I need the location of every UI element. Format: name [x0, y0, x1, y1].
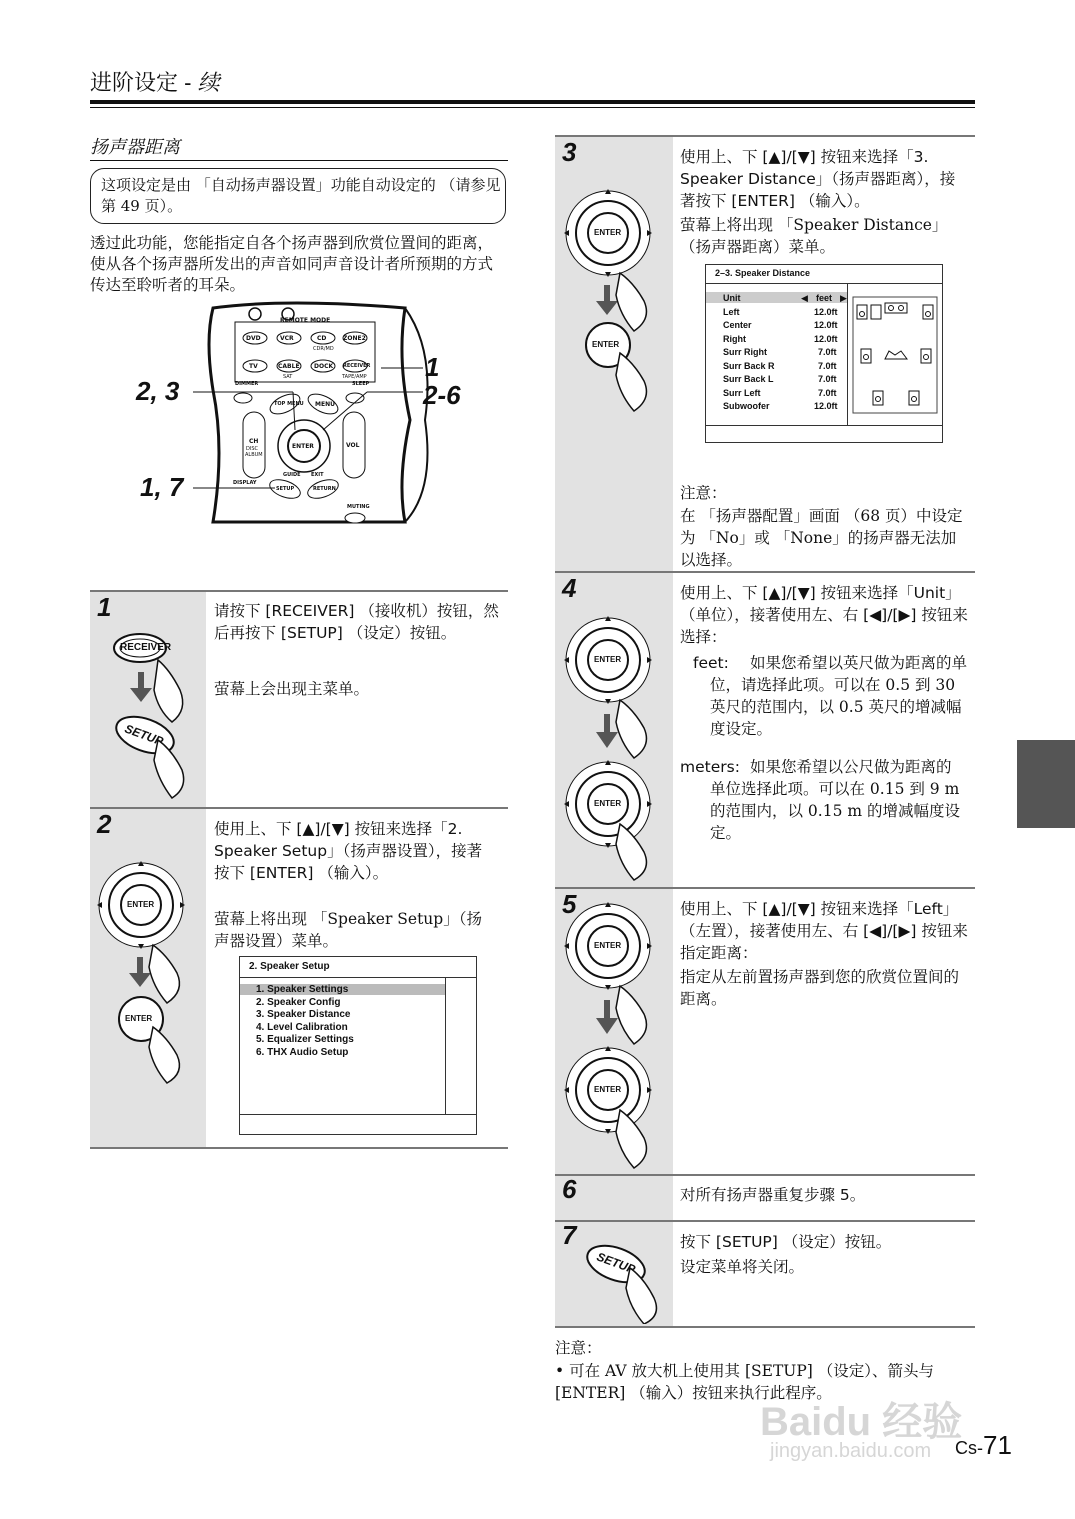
bullet-icon: •	[555, 1362, 570, 1380]
header-title: 进阶设定 -	[90, 70, 198, 95]
distance-row-label[interactable]: Surr Back L	[723, 374, 774, 384]
step-4-buttons	[560, 612, 672, 882]
muting-label: MUTING	[347, 504, 370, 510]
step-divider	[555, 1326, 975, 1328]
enter-dial-label: ENTER	[594, 228, 622, 237]
meters-label: meters:	[680, 758, 740, 776]
step-3-subtext: 萤幕上将出现 「Speaker Distance」（扬声器距离）菜单。	[680, 216, 948, 256]
remote-label-1: 1	[425, 352, 440, 382]
section-rule	[90, 160, 508, 161]
zone2-button[interactable]: ZONE2	[343, 335, 366, 342]
step-1-text: 请按下 [RECEIVER] （接收机）按钮，然后再按下 [SETUP] （设定）按钮。	[214, 602, 499, 642]
screen-split	[847, 283, 848, 425]
step-6-text: 对所有扬声器重复步骤 5。	[680, 1186, 866, 1204]
step-divider	[90, 1147, 508, 1149]
intro-paragraph: 透过此功能，您能指定自各个扬声器到欣赏位置间的距离，使从各个扬声器所发出的声音如同声音设计者所预期的方式传达至聆听者的耳朵。	[90, 234, 494, 294]
remote-label-2-3: 2, 3	[136, 376, 180, 406]
album-label: ALBUM	[245, 452, 263, 458]
distance-row-label[interactable]: Right	[723, 333, 746, 344]
dimmer-label: DIMMER	[235, 381, 259, 387]
vcr-button[interactable]: VCR	[280, 335, 294, 342]
screen-title: 2–3. Speaker Distance	[715, 268, 811, 278]
step-4-number: 4	[562, 573, 577, 603]
step-1-number: 1	[97, 592, 112, 622]
cdr-md-label: CDR/MD	[313, 346, 334, 352]
step-2-text: 使用上、下 [▲]/[▼] 按钮来选择「2. Speaker Setup」（扬声器设置），接著按下 [ENTER] （输入）。	[214, 820, 483, 882]
vol-label: VOL	[346, 442, 360, 449]
feet-label: feet:	[693, 654, 729, 672]
distance-row-label[interactable]: Surr Left	[723, 387, 761, 398]
menu-button[interactable]: MENU	[315, 401, 335, 408]
distance-row-label[interactable]: Subwoofer	[723, 401, 770, 411]
enter-dial-label: ENTER	[594, 799, 622, 808]
ch-label: CH	[249, 438, 259, 445]
distance-row-label[interactable]: Surr Right	[723, 347, 767, 357]
speaker-distance-screen	[705, 264, 943, 443]
exit-label: EXIT	[311, 472, 324, 478]
enter-button-label: ENTER	[592, 340, 620, 349]
sat-label: SAT	[283, 374, 293, 380]
step-2-number: 2	[97, 809, 112, 839]
distance-row-value: 7.0ft	[818, 387, 837, 398]
distance-row-value: 7.0ft	[818, 347, 837, 357]
step-5-subtext: 指定从左前置扬声器到您的欣赏位置间的距离。	[680, 968, 960, 1008]
distance-row-label[interactable]: Left	[723, 306, 740, 317]
enter-dial-icon	[560, 185, 672, 415]
press-button-icon	[110, 630, 210, 800]
step-3-note: 在 「扬声器配置」画面 （68 页）中设定为 「No」或 「None」的扬声器无法加以选择。	[680, 507, 963, 569]
setup-button[interactable]: SETUP	[276, 486, 295, 492]
menu-item-speaker-config[interactable]: 2. Speaker Config	[256, 996, 341, 1008]
page-header	[90, 66, 220, 97]
enter-dial-label: ENTER	[594, 655, 622, 664]
cable-button[interactable]: CABLE	[278, 363, 300, 370]
step-6-number: 6	[562, 1174, 577, 1204]
screen-title: 2. Speaker Setup	[249, 961, 330, 972]
footer-note-title: 注意：	[555, 1339, 602, 1357]
chapter-tab	[1017, 740, 1075, 828]
distance-row-value: 12.0ft	[814, 333, 838, 344]
menu-item-level-calibration[interactable]: 4. Level Calibration	[256, 1021, 348, 1033]
section-title: 扬声器距离	[90, 137, 180, 158]
distance-row-value: 12.0ft	[814, 401, 838, 411]
left-arrow-icon[interactable]: ◀	[801, 293, 808, 303]
step-5-text: 使用上、下 [▲]/[▼] 按钮来选择「Left」（左置），接著使用左、右 [◀]/[▶] 按钮来指定距离：	[680, 900, 968, 962]
distance-row-label[interactable]: Surr Back R	[723, 360, 775, 371]
enter-button-label: ENTER	[125, 1014, 153, 1023]
step-7-text: 按下 [SETUP] （设定）按钮。	[680, 1233, 892, 1251]
speaker-layout-diagram-icon	[851, 293, 939, 415]
sleep-label: SLEEP	[352, 381, 370, 387]
step-3-text: 使用上、下 [▲]/[▼] 按钮来选择「3. Speaker Distance」（扬声器距离），接著按下 [ENTER] （输入）。	[680, 148, 956, 210]
speaker-setup-screen	[239, 956, 477, 1135]
remote-control-icon	[135, 300, 475, 530]
feet-description	[710, 652, 975, 740]
dock-button[interactable]: DOCK	[314, 363, 334, 370]
screen-scroll-divider	[445, 978, 446, 1114]
page-prefix: Cs-	[955, 1438, 983, 1458]
enter-dial-icon	[95, 855, 205, 1085]
meters-description	[710, 756, 965, 844]
step-2-buttons	[95, 855, 205, 1085]
screen-divider	[240, 977, 476, 978]
receiver-icon-label: RECEIVER	[120, 642, 172, 653]
step-3-buttons	[560, 185, 672, 415]
step-3-note-title: 注意：	[680, 484, 727, 502]
tape-amp-label: TAPE/AMP	[342, 374, 367, 380]
menu-item-equalizer-settings[interactable]: 5. Equalizer Settings	[256, 1034, 354, 1045]
step-1-subtext: 萤幕上会出现主菜单。	[214, 680, 370, 698]
cd-button[interactable]: CD	[317, 335, 327, 342]
step-7-button	[582, 1228, 672, 1324]
dvd-button[interactable]: DVD	[246, 335, 261, 342]
header-rule	[90, 100, 975, 104]
distance-row-unit-label[interactable]: Unit	[723, 293, 741, 303]
remote-label-1-7: 1, 7	[140, 472, 184, 502]
remote-enter-button[interactable]: ENTER	[292, 443, 314, 450]
baidu-watermark: Baidu 经验	[760, 1400, 963, 1444]
screen-footer-divider	[706, 425, 942, 426]
step-5-number: 5	[562, 889, 577, 919]
enter-dial-label: ENTER	[594, 941, 622, 950]
return-button[interactable]: RETURN	[313, 486, 336, 492]
distance-row-value: 7.0ft	[818, 374, 837, 384]
step-3-number: 3	[562, 137, 577, 167]
top-menu-button[interactable]: TOP MENU	[274, 401, 304, 407]
setup-icon-label: SETUP	[594, 1249, 638, 1277]
distance-row-value: 12.0ft	[814, 320, 838, 330]
remote-illustration	[135, 300, 475, 530]
step-2-subtext: 萤幕上将出现 「Speaker Setup」（扬声器设置）菜单。	[214, 910, 482, 950]
screen-divider	[706, 283, 942, 284]
header-title-continued: 续	[197, 70, 220, 95]
remote-label-2-6: 2-6	[423, 380, 461, 410]
feet-text: 如果您希望以英尺做为距离的单位，请选择此项。可以在 0.5 到 30 英尺的范围内，以 0.5 英尺的增减幅度设定。	[710, 654, 968, 738]
footer-note-bullet: 可在 AV 放大机上使用其 [SETUP] （设定）、箭头与 [ENTER] （输入）按钮来执行此程序。	[555, 1362, 935, 1402]
header-rule-thin	[90, 107, 975, 108]
setup-button-icon	[582, 1228, 672, 1324]
page-num: 71	[983, 1430, 1012, 1460]
step-1-buttons	[110, 630, 210, 800]
right-arrow-icon[interactable]: ▶	[840, 293, 847, 303]
menu-item-thx-audio-setup[interactable]: 6. THX Audio Setup	[256, 1046, 349, 1058]
baidu-watermark-url: jingyan.baidu.com	[770, 1440, 932, 1462]
enter-dial-label: ENTER	[594, 1085, 622, 1094]
distance-row-unit-value[interactable]: feet	[816, 293, 833, 303]
enter-dial-label: ENTER	[127, 900, 155, 909]
screen-footer-divider	[240, 1114, 476, 1115]
receiver-button[interactable]: RECEIVER	[343, 363, 371, 369]
step-4-text: 使用上、下 [▲]/[▼] 按钮来选择「Unit」（单位），接著使用左、右 [◀]/[▶] 按钮来选择：	[680, 584, 968, 646]
auto-setup-note-box	[90, 168, 506, 224]
step-5-buttons	[560, 898, 672, 1172]
step-7-subtext: 设定菜单将关闭。	[680, 1258, 805, 1276]
menu-item-speaker-distance[interactable]: 3. Speaker Distance	[256, 1009, 351, 1020]
setup-icon-label: SETUP	[122, 721, 166, 749]
enter-dial-icon	[560, 612, 672, 882]
note-box-text: 这项设定是由 「自动扬声器设置」功能自动设定的 （请参见第 49 页）。	[101, 176, 501, 215]
step-7-number: 7	[562, 1220, 577, 1250]
distance-row-value: 12.0ft	[814, 306, 838, 317]
disc-label: DISC	[246, 446, 258, 452]
remote-mode-label: REMOTE MODE	[280, 317, 331, 324]
meters-text: 如果您希望以公尺做为距离的单位选择此项。可以在 0.15 到 9 m 的范围内，以 0.15 m 的增减幅度设定。	[710, 758, 960, 842]
menu-item-speaker-settings[interactable]: 1. Speaker Settings	[256, 984, 349, 995]
distance-row-value: 7.0ft	[818, 360, 837, 371]
display-label: DISPLAY	[233, 480, 257, 486]
page-number	[955, 1430, 1012, 1461]
tv-button[interactable]: TV	[249, 363, 258, 370]
enter-dial-icon	[560, 898, 672, 1172]
guide-label: GUIDE	[283, 472, 301, 478]
distance-row-label[interactable]: Center	[723, 320, 752, 330]
